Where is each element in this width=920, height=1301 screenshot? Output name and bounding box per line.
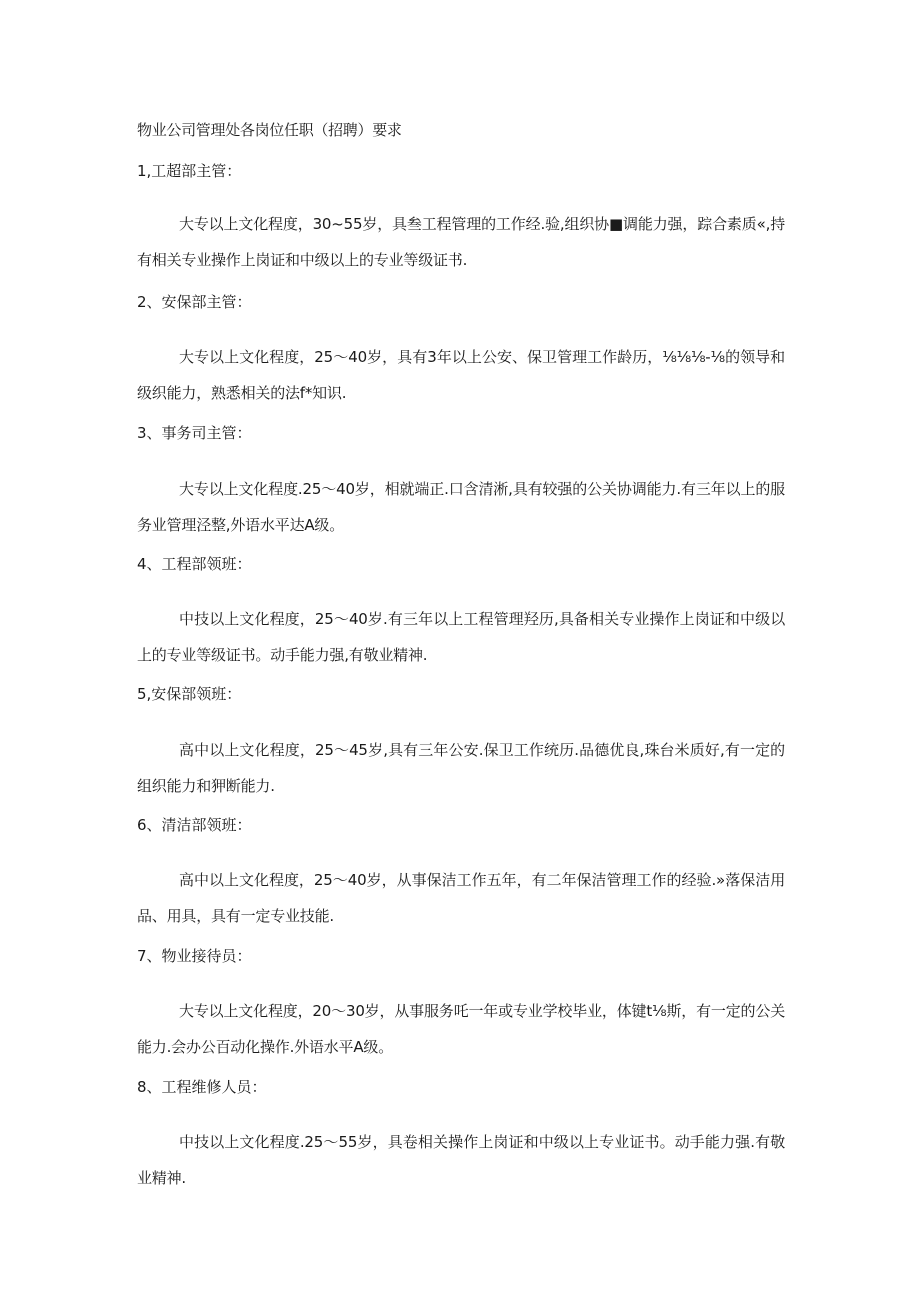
section-heading: 1,工超部主管： <box>137 162 242 180</box>
section-heading: 2、安保部主管： <box>137 293 252 311</box>
section-heading: 4、工程部领班： <box>137 555 252 573</box>
section-heading: 5,安保部领班： <box>137 685 242 703</box>
section-heading: 8、工程维修人员： <box>137 1078 267 1096</box>
section-body: 大专以上文化程度，25～40岁，具有3年以上公安、保卫管理工作龄历，⅛⅛⅛-⅛的领导和级织能力，熟悉相关的法f*知识. <box>137 348 785 402</box>
section-body: 高中以上文化程度，25～40岁，从事保洁工作五年，有二年保洁管理工作的经验.»落保洁用品、用具，具有一定专业技能. <box>137 871 785 925</box>
section-body: 大专以上文化程度.25～40岁，相就端正.口含清淅,具有较强的公关协调能力.有三年以上的服务业管理泾整,外语水平达A级。 <box>137 480 785 534</box>
section-body: 高中以上文化程度，25～45岁,具有三年公安.保卫工作统历.品德优良,珠台米质好,有一定的组织能力和狎断能力. <box>137 741 785 795</box>
section-body: 大专以上文化程度，30~55岁，具叁工程管理的工作经.验,组织协■调能力强，踪合素质«,持有相关专业操作上岗证和中级以上的专业等级证书. <box>137 215 785 269</box>
document-title: 物业公司管理处各岗位任职（招聘）要求 <box>137 121 402 139</box>
section-body: 大专以上文化程度，20～30岁，从事服务吒一年或专业学校毕业，体键t⅛斯，有一定的公关能力.会办公百动化操作.外语水平A级。 <box>137 1002 785 1056</box>
section-heading: 3、事务司主管： <box>137 424 252 442</box>
section-body: 中技以上文化程度，25～40岁.有三年以上工程管理羟历,具备相关专业操作上岗证和中级以上的专业等级证书。动手能力强,有敬业精神. <box>137 610 785 664</box>
section-heading: 6、清洁部领班： <box>137 816 252 834</box>
section-body: 中技以上文化程度.25～55岁，具卷相关操作上岗证和中级以上专业证书。动手能力强.有敬业精神. <box>137 1133 785 1187</box>
section-heading: 7、物业接待员： <box>137 947 252 965</box>
